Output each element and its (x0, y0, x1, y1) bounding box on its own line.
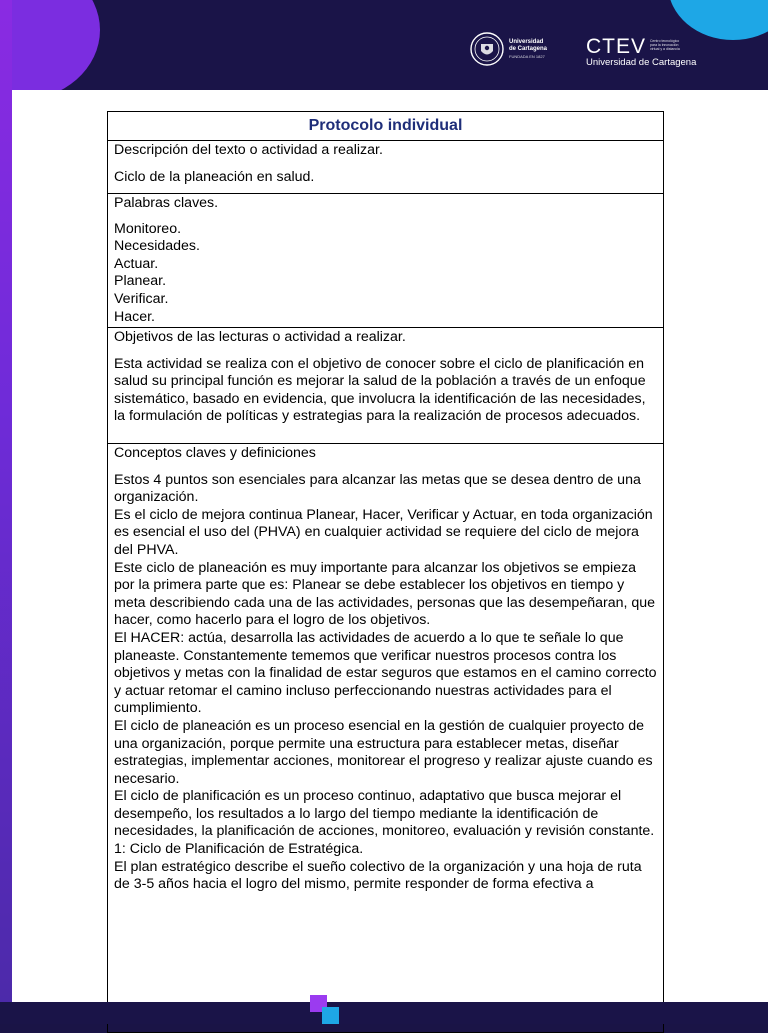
section-concepts (108, 444, 664, 1033)
section-keywords (108, 194, 664, 328)
protocol-table (107, 111, 664, 1033)
ctev-logo (586, 37, 696, 68)
keyword-item: Planear. (114, 273, 167, 290)
section-body (114, 356, 657, 426)
keyword-item: Verificar. (114, 290, 169, 307)
decorative-left-stripe (0, 0, 12, 1024)
university-seal-icon (470, 32, 504, 66)
keyword-list (114, 221, 657, 327)
ctev-mark: CTEV (586, 35, 647, 58)
section-description (108, 141, 664, 194)
concept-paragraph: Estos 4 puntos son esenciales para alcanzar las metas que se desea dentro de una organización. (114, 471, 641, 506)
decorative-blue-shape (668, 0, 768, 40)
section-body (114, 169, 657, 187)
ctev-description: Centro tecnológico para la innovación virtual y a distancia (650, 39, 680, 51)
page-header-band (0, 0, 768, 90)
section-line: Ciclo de la planeación en salud. (114, 168, 315, 185)
keyword-item: Monitoreo. (114, 220, 182, 237)
university-name-line1: Universidad (509, 38, 544, 45)
concept-paragraph: 1: Ciclo de Planificación de Estratégica. (114, 841, 364, 858)
university-tagline: FUNDADA EN 1827 (509, 53, 545, 59)
concept-paragraph: El ciclo de planeación es un proceso esencial en la gestión de cualquier proyecto de una organización, porque permite una estructura para establecer metas, diseñar estrategias, implementar acciones, monitorear el progreso y realizar ajuste cuando es necesario. (114, 717, 653, 787)
concept-paragraph: Es el ciclo de mejora continua Planear, Hacer, Verificar y Actuar, en toda organización es esencial el uso del (PHVA) en cualquier actividad se requiere del ciclo de mejora del PHVA. (114, 506, 653, 558)
section-objectives (108, 328, 664, 444)
concept-paragraph: El plan estratégico describe el sueño colectivo de la organización y una hoja de ruta de 3-5 años hacia el logro del mismo, permite responder de forma efectiva a (114, 858, 642, 893)
section-paragraph: Esta actividad se realiza con el objetivo de conocer sobre el ciclo de planificación en salud su principal función es mejorar la salud de la población a través de un enfoque sistemático, basado en evidencia, que involucra la identificación de las necesidades, la formulación de políticas y estrategias para la realización de procesos adecuados. (114, 355, 646, 425)
university-name-line2: de Cartagena (509, 45, 548, 52)
university-wordmark (509, 39, 547, 60)
keyword-item: Hacer. (114, 308, 156, 325)
decorative-blue-square (322, 1007, 339, 1024)
section-label: Conceptos claves y definiciones (114, 445, 316, 461)
decorative-purple-shape (0, 0, 100, 90)
concept-paragraph: El HACER: actúa, desarrolla las actividades de acuerdo a lo que te señale lo que planeaste. Constantemente tememos que verificar nuestros procesos contra los objetivos y metas con la finalidad de estar seguros que estamos en el camino correcto y actuar retomar el camino incluso perfeccionando nuestras actividades para el cumplimiento. (114, 629, 657, 717)
section-label: Palabras claves. (114, 195, 219, 211)
section-label: Descripción del texto o actividad a realizar. (114, 142, 383, 158)
section-body (114, 472, 657, 894)
ctev-subtitle: Universidad de Cartagena (586, 57, 697, 68)
page-footer-band (0, 1002, 768, 1024)
concept-paragraph: Este ciclo de planeación es muy importante para alcanzar los objetivos se empieza por la primera parte que es: Planear se debe establecer los objetivos en tiempo y meta describiendo cada una de las actividades, personas que las desempeñaran, que hacer, como hacerlo para el logro de los objetivos. (114, 559, 656, 629)
universidad-de-cartagena-logo (470, 32, 547, 66)
section-label: Objetivos de las lecturas o actividad a realizar. (114, 329, 406, 345)
protocol-title: Protocolo individual (108, 112, 664, 141)
concept-paragraph: El ciclo de planificación es un proceso continuo, adaptativo que busca mejorar el desempeño, los resultados a lo largo del tiempo mediante la identificación de necesidades, la planificación de acciones, monitoreo, evaluación y revisión constante. (114, 788, 655, 840)
keyword-item: Actuar. (114, 255, 159, 272)
keyword-item: Necesidades. (114, 238, 200, 255)
